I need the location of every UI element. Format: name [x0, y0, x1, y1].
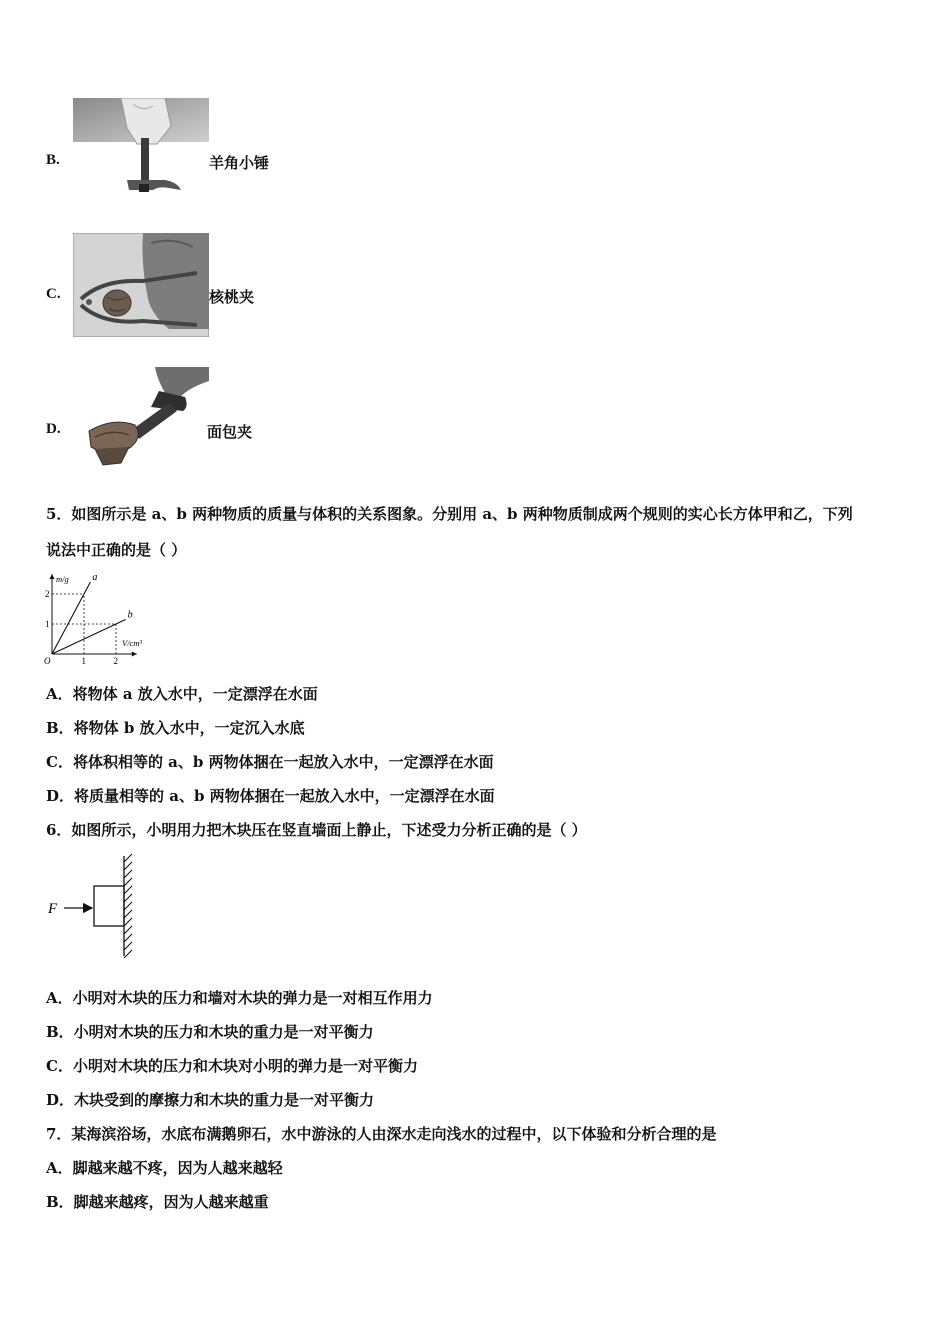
- option-caption: 核桃夹: [209, 288, 255, 306]
- question-6-stem: 6．如图所示，小明用力把木块压在竖直墙面上静止，下述受力分析正确的是（ ）: [46, 821, 587, 839]
- series-label-b: b: [127, 609, 133, 621]
- series-line-b: [52, 620, 126, 655]
- x-axis-label: V/cm³: [122, 638, 143, 648]
- question-5-stem-line-1: 5．如图所示是 a、b 两种物质的质量与体积的关系图象。分别用 a、b 两种物质制成两个规则的实心长方体甲和乙，下列: [46, 505, 853, 523]
- wall-hatching: [124, 854, 132, 958]
- y-axis-label: m/g: [56, 574, 69, 584]
- x-tick-label: 1: [81, 656, 86, 665]
- option-letter: D.: [46, 421, 61, 437]
- option-caption: 面包夹: [207, 423, 253, 441]
- y-tick-label: 1: [45, 619, 50, 629]
- x-tick-label: 2: [113, 656, 118, 665]
- option-letter: B.: [46, 152, 60, 168]
- q5-option-b: B．将物体 b 放入水中，一定沉入水底: [46, 719, 305, 737]
- claw-hammer-photo: [73, 98, 209, 202]
- q5-option-c: C．将体积相等的 a、b 两物体捆在一起放入水中，一定漂浮在水面: [46, 753, 494, 771]
- wall-block-diagram: [44, 852, 139, 960]
- mass-volume-chart: [44, 570, 154, 665]
- origin-label: O: [44, 656, 51, 665]
- wooden-block: [94, 886, 124, 926]
- series-line-a: [52, 582, 90, 654]
- y-tick-label: 2: [45, 589, 50, 599]
- q5-option-d: D．将质量相等的 a、b 两物体捆在一起放入水中，一定漂浮在水面: [46, 787, 495, 805]
- q6-option-a: A．小明对木块的压力和墙对木块的弹力是一对相互作用力: [46, 989, 433, 1007]
- series-label-a: a: [92, 572, 98, 583]
- q7-option-b: B．脚越来越疼，因为人越来越重: [46, 1193, 269, 1211]
- q6-option-c: C．小明对木块的压力和木块对小明的弹力是一对平衡力: [46, 1057, 418, 1075]
- option-caption: 羊角小锤: [209, 154, 270, 172]
- bread-tongs-photo: [73, 367, 209, 471]
- q6-option-d: D．木块受到的摩擦力和木块的重力是一对平衡力: [46, 1091, 375, 1109]
- option-letter: C.: [46, 286, 61, 302]
- q5-option-a: A．将物体 a 放入水中，一定漂浮在水面: [46, 685, 318, 703]
- nutcracker-photo: [73, 233, 209, 337]
- question-5-stem-line-2: 说法中正确的是（ ）: [46, 541, 187, 559]
- q6-option-b: B．小明对木块的压力和木块的重力是一对平衡力: [46, 1023, 374, 1041]
- force-label: F: [48, 901, 58, 917]
- q7-option-a: A．脚越来越不疼，因为人越来越轻: [46, 1159, 283, 1177]
- x-axis-arrow: [132, 652, 137, 657]
- y-axis-arrow: [50, 574, 55, 579]
- question-7-stem: 7．某海滨浴场，水底布满鹅卵石，水中游泳的人由深水走向浅水的过程中，以下体验和分析合理的是: [46, 1125, 717, 1143]
